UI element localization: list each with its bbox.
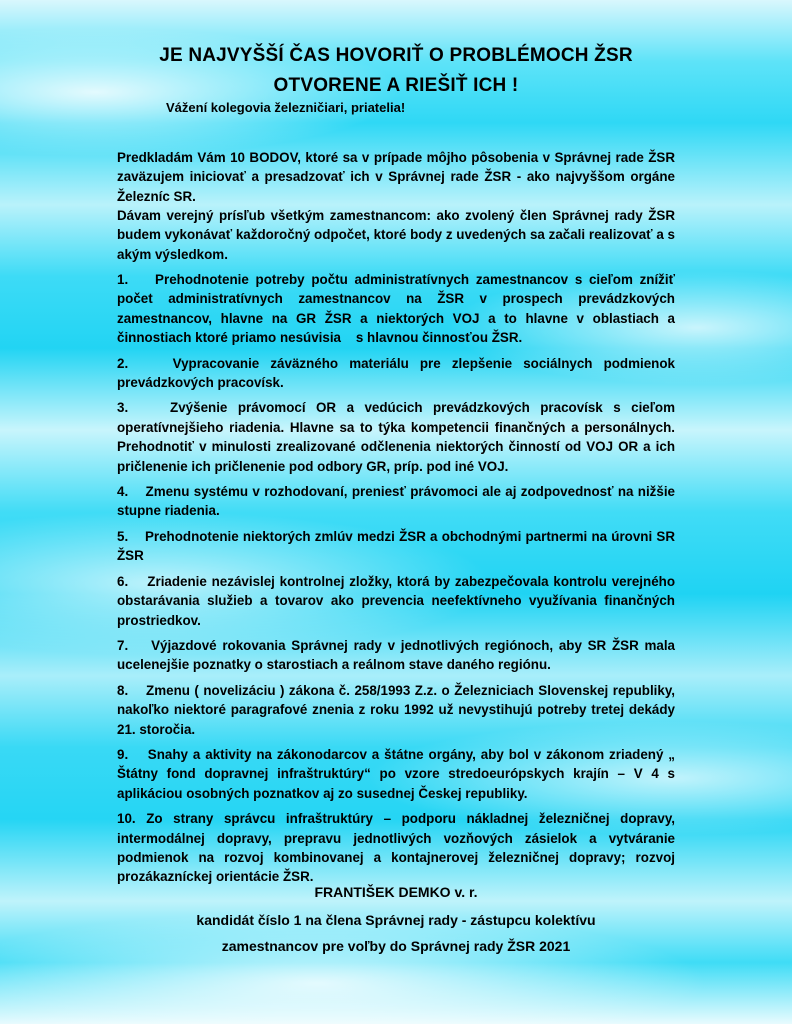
greeting: Vážení kolegovia železničiari, priatelia! xyxy=(166,100,406,115)
point-item: 7. Výjazdové rokovania Správnej rady v jednotlivých regiónoch, aby SR ŽSR mala ucelenejšie poznatky o starostiach a reálnom stave daného regiónu. xyxy=(117,637,675,673)
point-item: 8. Zmenu ( novelizáciu ) zákona č. 258/1993 Z.z. o Železniciach Slovenskej republiky, nakoľko niektoré paragrafové znenia z roku 1992 už nevystihujú potreby tretej dekády 21. storočia. xyxy=(117,682,675,737)
point-item: 4. Zmenu systému v rozhodovaní, preniesť právomoci ale aj zodpovednosť na nižšie stupne riadenia. xyxy=(117,484,675,519)
signature-name: FRANTIŠEK DEMKO v. r. xyxy=(314,884,478,900)
title-line-2: OTVORENE A RIEŠIŤ ICH ! xyxy=(273,75,519,96)
point-item: 9. Snahy a aktivity na zákonodarcov a štátne orgány, aby bol v zákonom zriadený „ Štátny fond dopravnej infraštruktúry“ po vzore stredoeurópskych krajín – V 4 s aplikáciou osobných poznatkov aj zo susednej Českej republiky. xyxy=(117,746,675,801)
point-item: 3. Zvýšenie právomocí OR a vedúcich prevádzkových pracovísk s cieľom operatívnejšieho riadenia. Hlavne sa to týka kompetencii finančných a personálnych. Prehodnotiť v minulosti zrealizované odčlenenia niektorých činností od VOJ OR a ich pričlenenie ich pričlenenie pod odbory GR, príp. pod iné VOJ. xyxy=(117,400,675,474)
point-item: 10. Zo strany správcu infraštruktúry – podporu nákladnej železničnej dopravy, intermodálnej dopravy, prepravu jednotlivých vozňových zásielok a vytváranie podmienok na rozvoj kombinovanej a kontajnerovej železničnej dopravy; rozvoj prozákazníckej orientácie ŽSR. xyxy=(117,811,675,885)
point-item: 2. Vypracovanie záväzného materiálu pre zlepšenie sociálnych podmienok prevádzkových pracovísk. xyxy=(117,355,675,391)
point-item: 5. Prehodnotenie niektorých zmlúv medzi ŽSR a obchodnými partnermi na úrovni SR ŽSR xyxy=(117,528,675,564)
signature-line-1: kandidát číslo 1 na člena Správnej rady - zástupcu kolektívu xyxy=(196,912,596,928)
point-item: 6. Zriadenie nezávislej kontrolnej zložky, ktorá by zabezpečovala kontrolu verejného obstarávania služieb a tovarov ako prevencia neefektívneho využívania finančných prostriedkov. xyxy=(117,573,675,628)
intro-paragraph-2: Dávam verejný prísľub všetkým zamestnancom: ako zvolený člen Správnej rady ŽSR budem vykonávať každoročný odpočet, ktoré body z uvedených sa začali realizovať a s akým výsledkom. xyxy=(117,208,675,262)
points-list xyxy=(117,270,675,893)
intro-paragraph-1: Predkladám Vám 10 BODOV, ktoré sa v prípade môjho pôsobenia v Správnej rade ŽSR zaväzujem iniciovať a presadzovať ich v Správnej rade ŽSR - ako najvyššom orgáne Železníc SR. xyxy=(117,150,675,204)
point-item: 1. Prehodnotenie potreby počtu administratívnych zamestnancov s cieľom znížiť počet administratívnych zamestnancov na ŽSR v prospech prevádzkových zamestnancov, hlavne na GR ŽSR a niektorých VOJ a to hlavne v oblastiach a činnostiach ktoré priamo nesúvisia s hlavnou činnosťou ŽSR. xyxy=(117,272,675,346)
title-line-1: JE NAJVYŠŠÍ ČAS HOVORIŤ O PROBLÉMOCH ŽSR xyxy=(159,45,633,66)
signature-line-2: zamestnancov pre voľby do Správnej rady ŽSR 2021 xyxy=(221,938,571,954)
